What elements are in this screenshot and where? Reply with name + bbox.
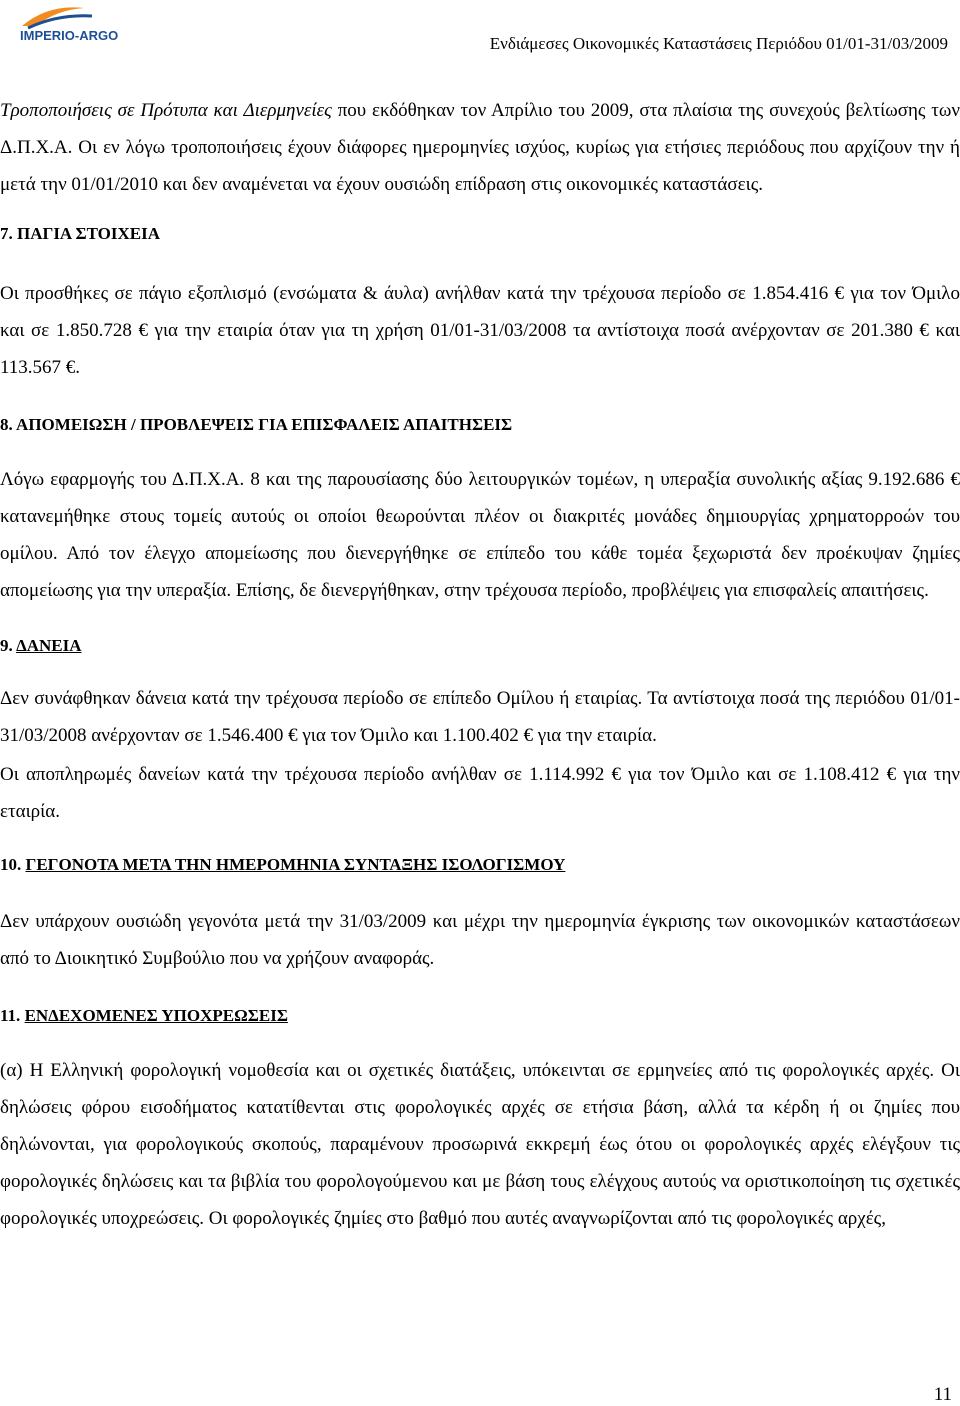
logo-text: IMPERIO-ARGO xyxy=(20,28,119,43)
section-10-title: ΓΕΓΟΝΟΤΑ ΜΕΤΑ ΤΗΝ ΗΜΕΡΟΜΗΝΙΑ ΣΥΝΤΑΞΗΣ ΙΣΟΛΟΓΙΣΜΟΥ xyxy=(25,855,566,874)
section-10-heading xyxy=(0,854,960,876)
intro-italic-text: Τροποποιήσεις σε Πρότυπα και Διερμηνείες xyxy=(0,100,332,121)
section-7-heading: 7. ΠΑΓΙΑ ΣΤΟΙΧΕΙΑ xyxy=(0,224,161,243)
page-number: 11 xyxy=(933,1384,952,1405)
section-9-heading xyxy=(0,635,960,657)
section-7-paragraph: Οι προσθήκες σε πάγιο εξοπλισμό (ενσώματα & άυλα) ανήλθαν κατά την τρέχουσα περίοδο σε 1.854.416 € για τον Όμιλο και σε 1.850.728 € για την εταιρία όταν για τη χρήση 01/01-31/03/2008 τα αντίστοιχα ποσά ανέρχονταν σε 201.380 € και 113.567 €. xyxy=(0,283,960,378)
intro-paragraph xyxy=(0,92,960,203)
section-9-number: 9. xyxy=(0,636,17,655)
imperio-argo-logo xyxy=(18,4,148,44)
header-title: Ενδιάμεσες Οικονομικές Καταστάσεις Περιόδου 01/01-31/03/2009 xyxy=(489,34,948,53)
section-11-number: 11. xyxy=(0,1006,25,1025)
intro-text: που εκδόθηκαν τον Απρίλιο του 2009, στα πλαίσια της συνεχούς βελτίωσης των Δ.Π.Χ.Α. Οι εν λόγω τροποποιήσεις έχουν διάφορες ημερομηνίες ισχύος, κυρίως για ετήσιες περιόδους που αρχίζουν την ή μετά την 01/01/2010 και δεν αναμένεται να έχουν ουσιώδη επίδραση στις οικονομικές καταστάσεις. xyxy=(0,100,960,195)
section-9-title: ΔΑΝΕΙΑ xyxy=(16,636,82,655)
section-11-title: ΕΝΔΕΧΟΜΕΝΕΣ ΥΠΟΧΡΕΩΣΕΙΣ xyxy=(24,1006,288,1025)
section-11-paragraph: (α) Η Ελληνική φορολογική νομοθεσία και οι σχετικές διατάξεις, υπόκεινται σε ερμηνείες από τις φορολογικές αρχές. Οι δηλώσεις φόρου εισοδήματος κατατίθενται στις φορολογικές αρχές σε ετήσια βάση, αλλά τα κέρδη ή οι ζημίες που δηλώνονται, για φορολογικούς σκοπούς, παραμένουν προσωρινά εκκρεμή έως ότου οι φορολογικές αρχές ελέγξουν τις φορολογικές δηλώσεις και τα βιβλία του φορολογούμενου και με βάση τους ελέγχους αυτούς να οριστικοποίηση τις σχετικές φορολογικές υποχρεώσεις. Οι φορολογικές ζημίες στο βαθμό που αυτές αναγνωρίζονται από τις φορολογικές αρχές, xyxy=(0,1060,960,1229)
section-8-heading: 8. ΑΠΟΜΕΙΩΣΗ / ΠΡΟΒΛΕΨΕΙΣ ΓΙΑ ΕΠΙΣΦΑΛΕΙΣ ΑΠΑΙΤΗΣΕΙΣ xyxy=(0,415,513,434)
document-body xyxy=(0,92,960,1237)
section-10-number: 10. xyxy=(0,855,26,874)
section-9-paragraph-1: Δεν συνάφθηκαν δάνεια κατά την τρέχουσα περίοδο σε επίπεδο Ομίλου ή εταιρίας. Τα αντίστοιχα ποσά της περιόδου 01/01-31/03/2008 ανέρχονταν σε 1.546.400 € για τον Όμιλο και 1.100.402 € για την εταιρία. xyxy=(0,688,960,746)
section-11-heading xyxy=(0,1005,960,1027)
section-8-paragraph: Λόγω εφαρμογής του Δ.Π.Χ.Α. 8 και της παρουσίασης δύο λειτουργικών τομέων, η υπεραξία συνολικής αξίας 9.192.686 € κατανεμήθηκε στους τομείς αυτούς οι οποίοι θεωρούνται πλέον οι διακριτές μονάδες δημιουργίας χρηματορροών του ομίλου. Από τον έλεγχο απομείωσης που διενεργήθηκε σε επίπεδο του κάθε τομέα ξεχωριστά δεν προέκυψαν ζημίες απομείωσης για την υπεραξία. Επίσης, δε διενεργήθηκαν, στην τρέχουσα περίοδο, προβλέψεις για επισφαλείς απαιτήσεις. xyxy=(0,469,960,601)
section-9-paragraph-2: Οι αποπληρωμές δανείων κατά την τρέχουσα περίοδο ανήλθαν σε 1.114.992 € για τον Όμιλο και σε 1.108.412 € για την εταιρία. xyxy=(0,764,960,822)
section-10-paragraph: Δεν υπάρχουν ουσιώδη γεγονότα μετά την 31/03/2009 και μέχρι την ημερομηνία έγκρισης των οικονομικών καταστάσεων από το Διοικητικό Συμβούλιο που να χρήζουν αναφοράς. xyxy=(0,911,960,969)
page-header xyxy=(0,0,960,60)
